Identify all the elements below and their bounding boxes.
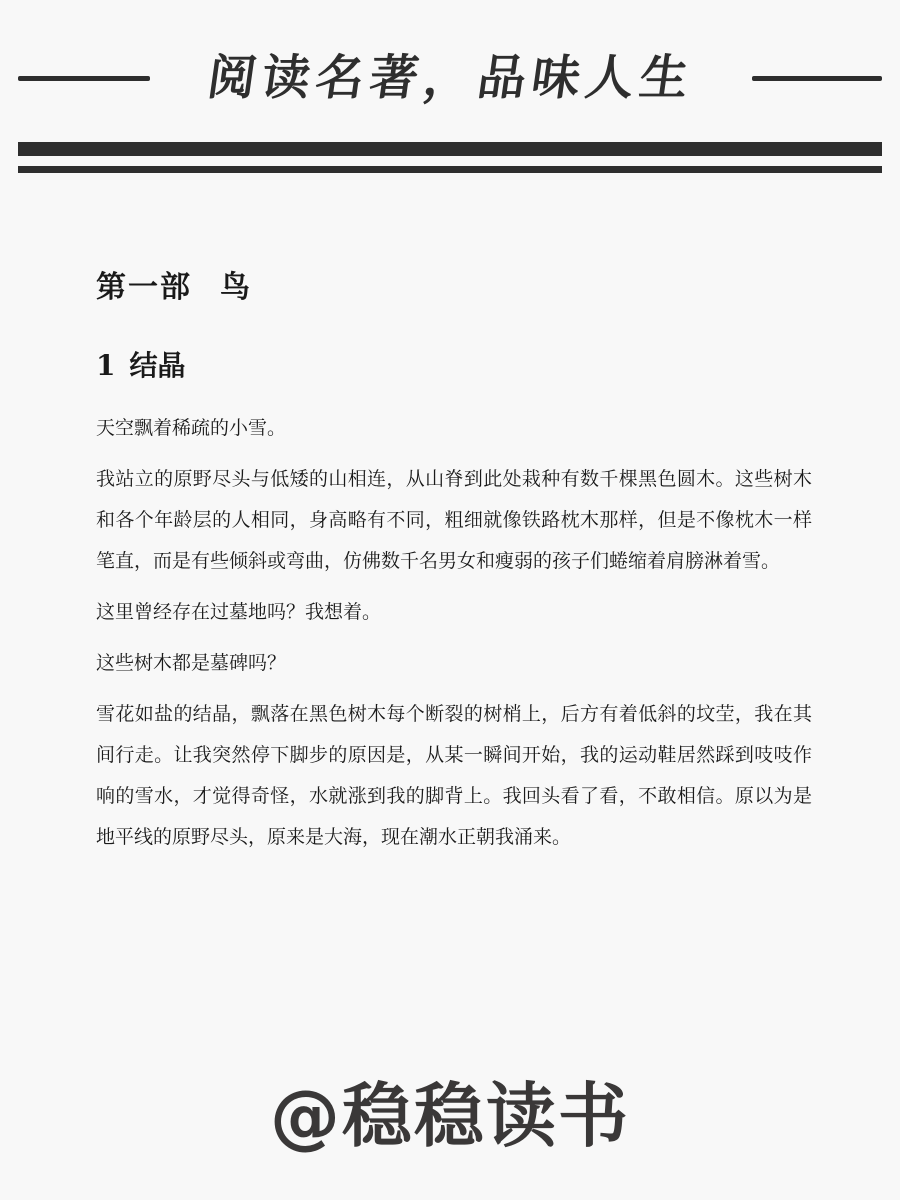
chapter-number: 1 xyxy=(96,349,116,382)
paragraph: 天空飘着稀疏的小雪。 xyxy=(96,417,287,439)
part-label: 第一部 xyxy=(96,270,192,305)
banner-dash-left xyxy=(18,76,150,81)
paragraph: 这里曾经存在过墓地吗？我想着。 xyxy=(96,601,382,623)
paragraph: 雪花如盐的结晶，飘落在黑色树木每个断裂的树梢上，后方有着低斜的坟茔，我在其间行走。让我突然停下脚步的原因是，从某一瞬间开始，我的运动鞋居然踩到吱吱作响的雪水，才觉得奇怪，水就涨到我的脚背上。我回头看了看，不敢相信。原以为是地平线的原野尽头，原来是大海，现在潮水正朝我涌来。 xyxy=(96,703,812,848)
part-title xyxy=(96,262,812,314)
header-rule-thin xyxy=(18,166,882,173)
banner-title: 阅读名著，品味人生 xyxy=(204,50,698,106)
part-name: 鸟 xyxy=(220,270,252,305)
banner-dash-right xyxy=(752,76,882,81)
paragraph: 我站立的原野尽头与低矮的山相连，从山脊到此处栽种有数千棵黑色圆木。这些树木和各个年龄层的人相同，身高略有不同，粗细就像铁路枕木那样，但是不像枕木一样笔直，而是有些倾斜或弯曲，仿佛数千名男女和瘦弱的孩子们蜷缩着肩膀淋着雪。 xyxy=(96,468,812,572)
header-rule-thick xyxy=(18,142,882,156)
watermark: @稳稳读书 xyxy=(270,1075,630,1157)
document-body xyxy=(96,262,812,868)
chapter-name: 结晶 xyxy=(129,349,186,382)
header-banner xyxy=(0,48,900,108)
chapter-title xyxy=(96,342,812,390)
paragraph: 这些树木都是墓碑吗？ xyxy=(96,652,287,674)
